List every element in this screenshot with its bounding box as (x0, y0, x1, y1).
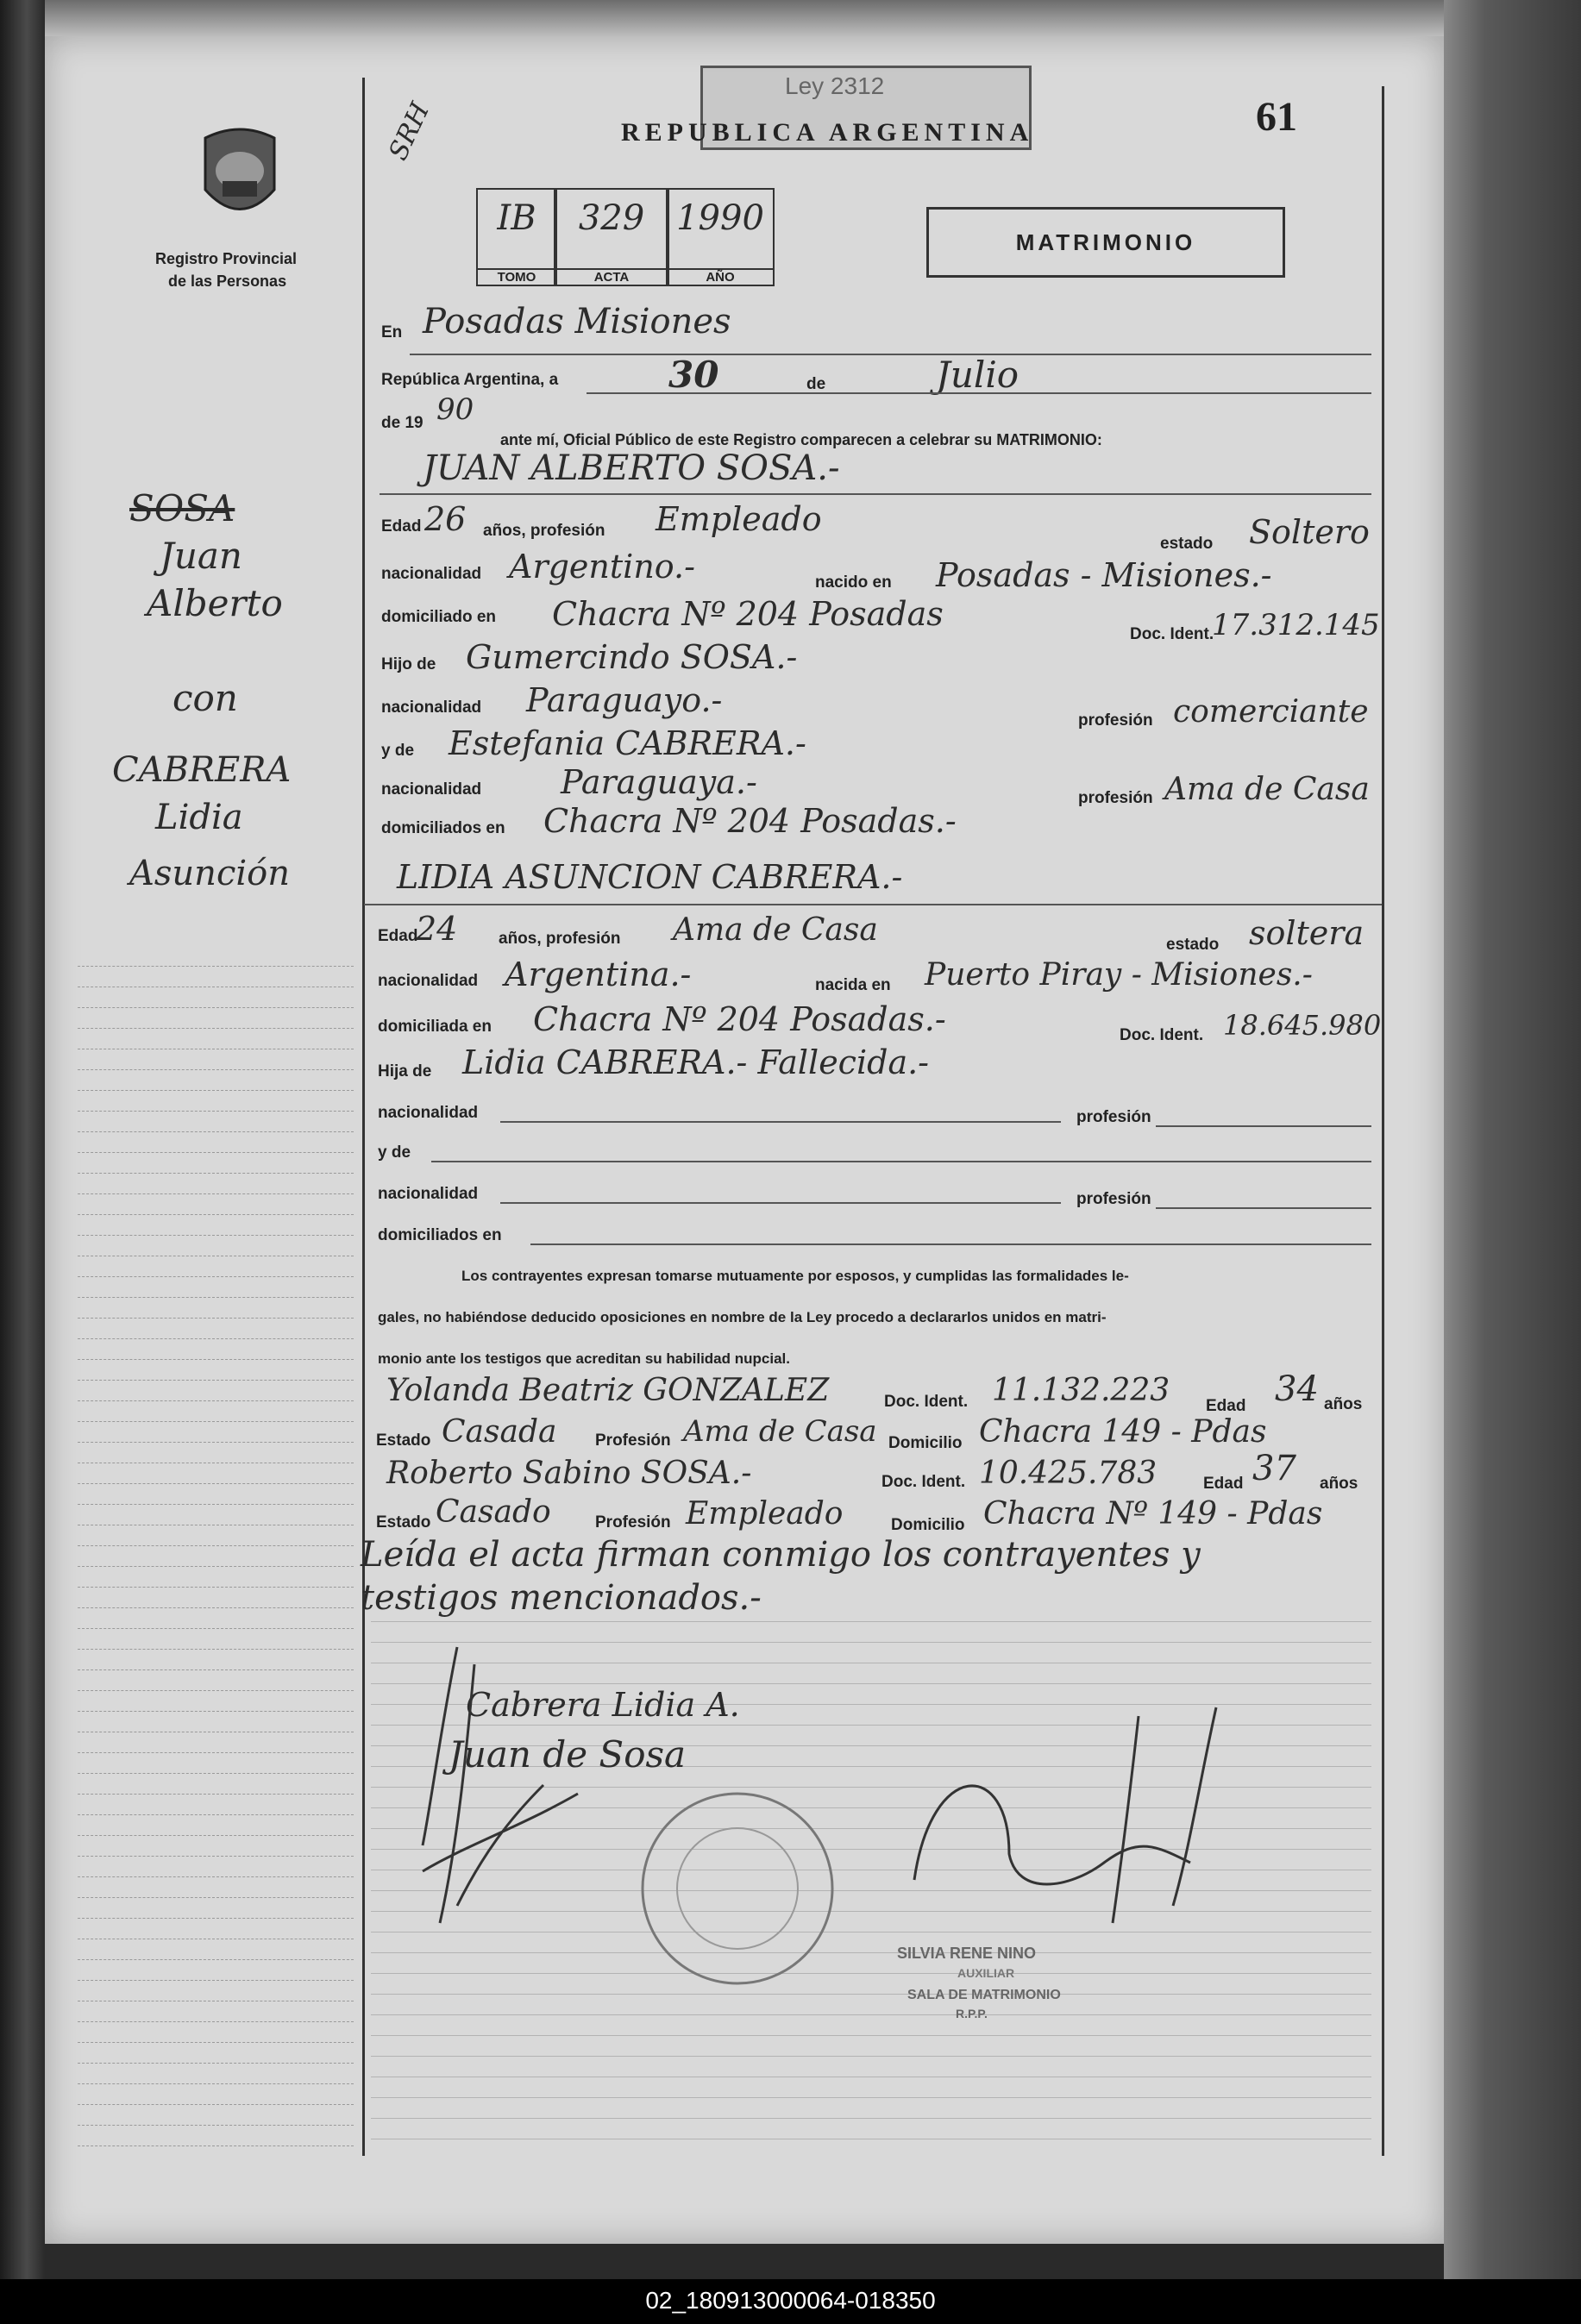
margin-firstname-2: Lidia (155, 798, 243, 837)
margin-ruled-line (78, 1607, 354, 1608)
groom-mother-nat: Paraguaya.- (561, 763, 757, 801)
edad-label: Edad (381, 517, 422, 536)
anio-value: 1990 (676, 198, 764, 238)
anos-label: años (1320, 1475, 1358, 1493)
anio-label: AÑO (668, 268, 773, 285)
margin-ruled-line (78, 966, 354, 967)
margin-ruled-line (78, 1318, 354, 1319)
body-ruled-line (371, 2014, 1371, 2015)
margin-ruled-line (78, 1876, 354, 1877)
margin-ruled-line (78, 1028, 354, 1029)
margin-ruled-line (78, 1545, 354, 1546)
margin-ruled-line (78, 1338, 354, 1339)
margin-ruled-line (78, 1980, 354, 1981)
nacionalidad-label: nacionalidad (381, 565, 482, 583)
groom-age: 26 (424, 500, 467, 538)
stamp-law-text: Ley 2312 (785, 72, 885, 99)
groom-birthplace: Posadas - Misiones.- (936, 556, 1272, 594)
domiciliados-label: domiciliados en (378, 1226, 502, 1244)
margin-ruled-line (78, 1297, 354, 1298)
hijo-de-label: Hijo de (381, 655, 436, 673)
underline (1156, 1125, 1371, 1127)
closing-text-1: Los contrayentes expresan tomarse mutuamente por esposos, y cumplidas las formalidades le- (461, 1268, 1129, 1284)
profesion-cap-label: Profesión (595, 1513, 671, 1532)
closing-handwritten-1: Leída el acta firman conmigo los contrayentes y (361, 1535, 1201, 1575)
anos-profesion-label: años, profesión (499, 930, 621, 948)
doc-ident-label: Doc. Ident. (1130, 625, 1214, 643)
groom-father: Gumercindo SOSA.- (466, 638, 798, 676)
margin-ruled-line (78, 1669, 354, 1670)
margin-ruled-line (78, 1359, 354, 1360)
witness2-name: Roberto Sabino SOSA.- (386, 1456, 752, 1491)
bride-profession: Ama de Casa (673, 912, 878, 948)
body-ruled-line (371, 2056, 1371, 2057)
bride-age: 24 (416, 910, 458, 948)
groom-address: Chacra Nº 204 Posadas (552, 595, 944, 633)
margin-ruled-line (78, 2145, 354, 2146)
republic-title: REPUBLICA ARGENTINA (621, 118, 1034, 147)
witness1-doc: 11.132.223 (992, 1373, 1170, 1408)
underline (500, 1121, 1061, 1123)
margin-ruled-line (78, 1421, 354, 1422)
month-value: Julio (936, 354, 1019, 396)
registry-line1: Registro Provincial (155, 250, 298, 267)
estado-cap-label: Estado (376, 1431, 431, 1450)
parents-address: Chacra Nº 204 Posadas.- (543, 802, 957, 840)
page-number: 61 (1256, 94, 1297, 140)
margin-ruled-line (78, 2042, 354, 2043)
republica-label: República Argentina, a (381, 371, 559, 389)
underline (530, 1243, 1371, 1245)
acta-label: ACTA (555, 268, 668, 285)
margin-middlename-2: Asunción (129, 854, 290, 893)
margin-ruled-line (78, 2104, 354, 2105)
underline (410, 354, 1371, 355)
registry-line2: de las Personas (168, 272, 287, 290)
margin-ruled-line (78, 1380, 354, 1381)
domiciliado-label: domiciliado en (381, 608, 497, 626)
nacionalidad-label: nacionalidad (381, 698, 482, 717)
edad-label: Edad (378, 927, 418, 945)
margin-ruled-line (78, 1152, 354, 1153)
officer-stamp-role: AUXILIAR (957, 1966, 1015, 1980)
book-spine (0, 0, 45, 2324)
tomo-box (476, 188, 557, 286)
margin-ruled-line (78, 1400, 354, 1401)
margin-ruled-line (78, 1897, 354, 1898)
edad-cap-label: Edad (1203, 1475, 1244, 1493)
closing-text-2: gales, no habiéndose deducido oposiciones en nombre de la Ley procedo a declararlos unidos en matri- (378, 1309, 1107, 1325)
anio-box (666, 188, 775, 286)
margin-surname-1: SOSA (129, 487, 235, 529)
margin-ruled-line (78, 1235, 354, 1236)
margin-ruled-line (78, 1173, 354, 1174)
underline (500, 1202, 1061, 1204)
witness1-name: Yolanda Beatriz GONZALEZ (386, 1373, 830, 1408)
margin-ruled-line (78, 1814, 354, 1815)
bride-nationality: Argentina.- (505, 955, 692, 993)
y-de-label: y de (378, 1143, 411, 1162)
coat-of-arms-icon (188, 121, 292, 233)
groom-father-nat: Paraguayo.- (526, 681, 723, 719)
body-ruled-line (371, 2035, 1371, 2036)
groom-signature: Juan de Sosa (449, 1733, 687, 1776)
witness2-doc: 10.425.783 (979, 1456, 1158, 1491)
margin-ruled-line (78, 1835, 354, 1836)
right-border (1382, 86, 1384, 2156)
closing-text-3: monio ante los testigos que acreditan su habilidad nupcial. (378, 1350, 790, 1367)
margin-ruled-line (78, 1483, 354, 1484)
bride-signature: Cabrera Lidia A. (466, 1686, 740, 1724)
profesion-label: profesión (1076, 1108, 1151, 1126)
bride-name: LIDIA ASUNCION CABRERA.- (397, 858, 903, 896)
estado-cap-label: Estado (376, 1513, 431, 1532)
corner-note: SRH (383, 97, 436, 166)
groom-doc: 17.312.145 (1212, 608, 1380, 642)
margin-ruled-line (78, 2063, 354, 2064)
officer-stamp-office: SALA DE MATRIMONIO (907, 1988, 1061, 2002)
margin-ruled-line (78, 1752, 354, 1753)
body-ruled-line (371, 1973, 1371, 1974)
margin-ruled-line (78, 1628, 354, 1629)
body-ruled-line (371, 1621, 1371, 1622)
margin-ruled-line (78, 1856, 354, 1857)
nacionalidad-label: nacionalidad (381, 780, 482, 799)
profesion-label: profesión (1078, 789, 1153, 807)
groom-father-prof: comerciante (1173, 694, 1369, 730)
profesion-label: profesión (1076, 1190, 1151, 1208)
bride-birthplace: Puerto Piray - Misiones.- (925, 957, 1313, 993)
file-id: 02_180913000064-018350 (645, 2287, 936, 2314)
witness1-address: Chacra 149 - Pdas (979, 1414, 1267, 1450)
margin-ruled-line (78, 1131, 354, 1132)
groom-profession: Empleado (656, 500, 822, 538)
de-label: de (806, 375, 826, 393)
margin-ruled-line (78, 1649, 354, 1650)
closing-handwritten-2: testigos mencionados.- (361, 1578, 762, 1618)
domicilio-label: Domicilio (891, 1516, 965, 1534)
body-ruled-line (371, 1952, 1371, 1953)
acta-value: 329 (578, 198, 645, 238)
domicilio-label: Domicilio (888, 1434, 963, 1452)
place-value: Posadas Misiones (423, 302, 731, 341)
nacionalidad-label: nacionalidad (378, 1185, 479, 1203)
day-value: 30 (668, 354, 719, 396)
margin-ruled-line (78, 1794, 354, 1795)
domiciliada-label: domiciliada en (378, 1018, 492, 1036)
en-label: En (381, 323, 403, 341)
margin-ruled-line (78, 1111, 354, 1112)
groom-mother-prof: Ama de Casa (1164, 772, 1370, 807)
separator (364, 904, 1382, 905)
doc-ident-label: Doc. Ident. (1120, 1026, 1204, 1044)
hija-de-label: Hija de (378, 1062, 432, 1081)
body-ruled-line (371, 1994, 1371, 1995)
underline (380, 493, 1371, 495)
domiciliados-label: domiciliados en (381, 819, 505, 837)
groom-status: Soltero (1249, 513, 1370, 551)
doc-ident-label: Doc. Ident. (881, 1473, 966, 1491)
bride-status: soltera (1249, 914, 1365, 952)
underline (587, 392, 1371, 394)
officer-stamp-rpp: R.P.P. (956, 2007, 988, 2020)
margin-ruled-line (78, 2021, 354, 2022)
margin-firstname-1: Juan (160, 535, 242, 577)
profesion-cap-label: Profesión (595, 1431, 671, 1450)
nacionalidad-label: nacionalidad (378, 1104, 479, 1122)
intro-text: ante mí, Oficial Público de este Registro comparecen a celebrar su MATRIMONIO: (500, 431, 1102, 448)
estado-label: estado (1166, 936, 1220, 954)
witness2-address: Chacra Nº 149 - Pdas (983, 1496, 1323, 1532)
groom-name: JUAN ALBERTO SOSA.- (423, 448, 840, 488)
witness2-status: Casado (436, 1494, 551, 1530)
margin-ruled-line (78, 1214, 354, 1215)
witness2-profession: Empleado (686, 1496, 844, 1532)
doc-ident-label: Doc. Ident. (884, 1393, 969, 1411)
bride-address: Chacra Nº 204 Posadas.- (533, 1000, 946, 1038)
margin-con: con (173, 677, 238, 719)
margin-ruled-line (78, 1007, 354, 1008)
edad-cap-label: Edad (1206, 1397, 1246, 1415)
margin-ruled-line (78, 2083, 354, 2084)
body-ruled-line (371, 2097, 1371, 2098)
margin-divider (362, 78, 365, 2156)
acta-box (554, 188, 669, 286)
officer-stamp-name: SILVIA RENE NINO (897, 1945, 1037, 1962)
nacido-en-label: nacido en (815, 573, 892, 592)
record-type-box: MATRIMONIO (926, 207, 1285, 278)
margin-ruled-line (78, 1690, 354, 1691)
margin-ruled-line (78, 1773, 354, 1774)
margin-ruled-line (78, 1918, 354, 1919)
margin-ruled-line (78, 1566, 354, 1567)
margin-ruled-line (78, 1069, 354, 1070)
underline (431, 1161, 1371, 1162)
bride-doc: 18.645.980 (1223, 1009, 1382, 1042)
right-background (1444, 0, 1581, 2324)
profesion-label: profesión (1078, 711, 1153, 730)
witness1-status: Casada (442, 1414, 557, 1450)
witness1-profession: Ama de Casa (683, 1414, 877, 1449)
margin-ruled-line (78, 1090, 354, 1091)
underline (1156, 1207, 1371, 1209)
margin-ruled-line (78, 1711, 354, 1712)
margin-ruled-line (78, 1959, 354, 1960)
y-de-label: y de (381, 742, 415, 760)
nacionalidad-label: nacionalidad (378, 972, 479, 990)
officer-signature (880, 1690, 1259, 1949)
nacida-en-label: nacida en (815, 976, 891, 994)
bride-mother: Lidia CABRERA.- Fallecida.- (462, 1043, 930, 1081)
groom-mother: Estefania CABRERA.- (449, 724, 806, 762)
anos-label: años (1324, 1395, 1363, 1413)
groom-nationality: Argentino.- (509, 548, 695, 586)
de19-label: de 19 (381, 414, 423, 432)
official-seal (634, 1785, 841, 1992)
margin-ruled-line (78, 1193, 354, 1194)
witness2-age: 37 (1252, 1449, 1296, 1488)
top-page-strip (45, 0, 1444, 36)
year-value: 90 (436, 392, 474, 427)
margin-ruled-line (78, 1587, 354, 1588)
body-ruled-line (371, 2118, 1371, 2119)
estado-label: estado (1160, 535, 1214, 553)
margin-ruled-line (78, 1442, 354, 1443)
anos-profesion-label: años, profesión (483, 522, 605, 540)
witness1-age: 34 (1275, 1369, 1319, 1409)
margin-ruled-line (78, 2125, 354, 2126)
margin-middlename-1: Alberto (147, 582, 283, 624)
margin-surname-2: CABRERA (112, 750, 292, 790)
tomo-value: IB (497, 198, 536, 238)
witness-signature-scribble (405, 1630, 612, 1949)
margin-ruled-line (78, 1504, 354, 1505)
margin-ruled-line (78, 1276, 354, 1277)
tomo-label: TOMO (478, 268, 555, 285)
